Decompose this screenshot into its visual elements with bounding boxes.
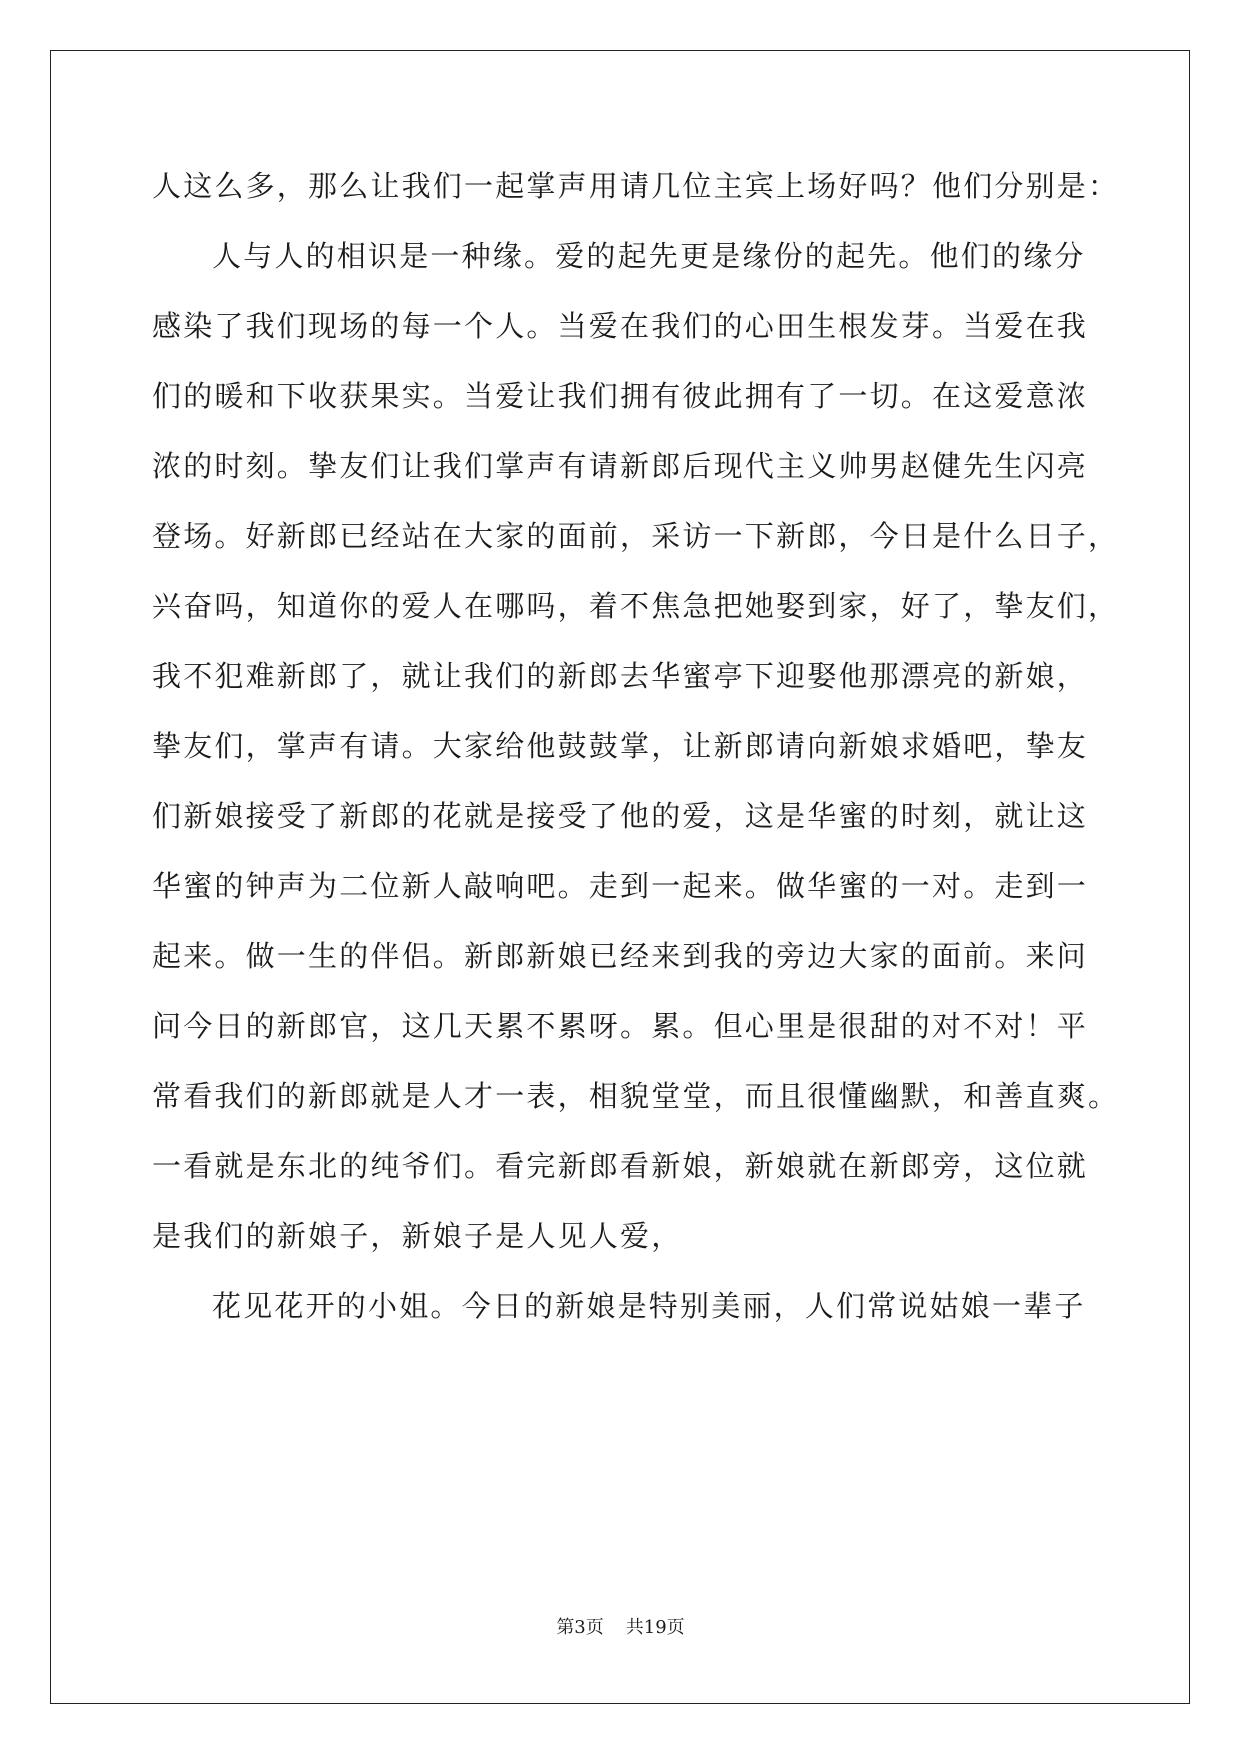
text-line: 们新娘接受了新郎的花就是接受了他的爱，这是华蜜的时刻，就让这	[152, 799, 1089, 833]
text-line: 挚友们，掌声有请。大家给他鼓鼓掌，让新郎请向新娘求婚吧，挚友	[152, 729, 1089, 763]
text-line: 是我们的新娘子，新娘子是人见人爱，	[152, 1219, 683, 1253]
text-line: 花见花开的小姐。今日的新娘是特别美丽，人们常说姑娘一辈子	[212, 1289, 1086, 1323]
text-line: 问今日的新郎官，这几天累不累呀。累。但心里是很甜的对不对！平	[152, 1009, 1089, 1043]
text-line: 人与人的相识是一种缘。爱的起先更是缘份的起先。他们的缘分	[212, 239, 1086, 273]
text-line: 浓的时刻。挚友们让我们掌声有请新郎后现代主义帅男赵健先生闪亮	[152, 449, 1089, 483]
text-line: 登场。好新郎已经站在大家的面前，采访一下新郎，今日是什么日子，	[152, 519, 1120, 553]
text-line: 华蜜的钟声为二位新人敲响吧。走到一起来。做华蜜的一对。走到一	[152, 869, 1089, 903]
text-line: 我不犯难新郎了，就让我们的新郎去华蜜亭下迎娶他那漂亮的新娘，	[152, 659, 1089, 693]
text-line: 一看就是东北的纯爷们。看完新郎看新娘，新娘就在新郎旁，这位就	[152, 1149, 1089, 1183]
page-number: 第3页	[556, 1617, 604, 1638]
text-line: 常看我们的新郎就是人才一表，相貌堂堂，而且很懂幽默，和善直爽。	[152, 1079, 1120, 1113]
text-line: 人这么多，那么让我们一起掌声用请几位主宾上场好吗？他们分别是：	[152, 169, 1120, 203]
text-line: 起来。做一生的伴侣。新郎新娘已经来到我的旁边大家的面前。来问	[152, 939, 1089, 973]
text-line: 兴奋吗，知道你的爱人在哪吗，着不焦急把她娶到家，好了，挚友们，	[152, 589, 1120, 623]
text-line: 们的暖和下收获果实。当爱让我们拥有彼此拥有了一切。在这爱意浓	[152, 379, 1089, 413]
text-line: 感染了我们现场的每一个人。当爱在我们的心田生根发芽。当爱在我	[152, 309, 1089, 343]
page-total: 共19页	[625, 1617, 685, 1638]
page-footer	[0, 1616, 1241, 1640]
